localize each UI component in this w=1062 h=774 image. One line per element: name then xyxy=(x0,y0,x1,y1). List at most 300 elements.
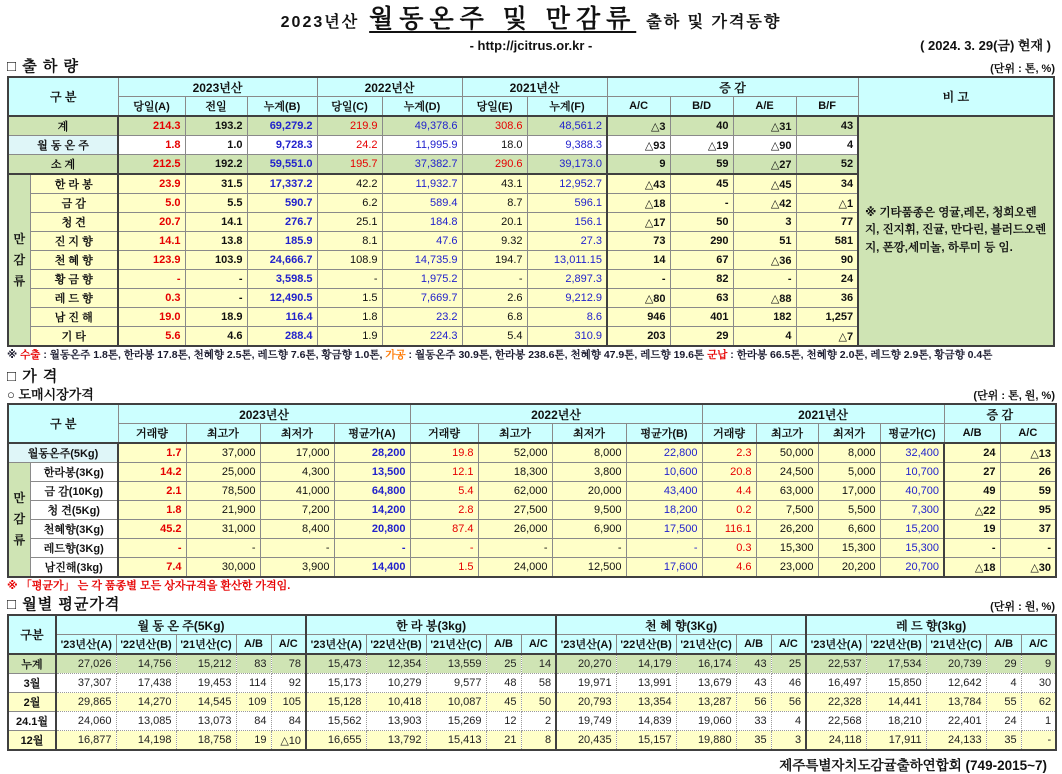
cell: 46 xyxy=(771,674,806,693)
cell: 36 xyxy=(796,289,858,308)
cell: 90 xyxy=(796,251,858,270)
cell: 12.1 xyxy=(410,463,478,482)
column-header: '23년산(A) xyxy=(56,635,116,655)
cell: 123.9 xyxy=(118,251,185,270)
cell: 193.2 xyxy=(185,116,247,136)
cell: 4 xyxy=(733,327,796,347)
cell: 45.2 xyxy=(118,520,186,539)
row-label: 3월 xyxy=(8,674,56,693)
cell: △36 xyxy=(733,251,796,270)
cell: 1.5 xyxy=(317,289,382,308)
cell: 18.9 xyxy=(185,308,247,327)
cell: 14 xyxy=(607,251,670,270)
cell: 7,500 xyxy=(756,501,818,520)
cell: 15,173 xyxy=(306,674,366,693)
table-row xyxy=(8,654,1056,674)
remark-cell: ※ 기타품종은 영귤,레몬, 청희오렌지, 진지휘, 진귤, 만다린, 블러드오렌지, 폰깡,세미놀, 하루미 등 임. xyxy=(858,116,1054,346)
cell: 43 xyxy=(796,116,858,136)
cell: - xyxy=(944,539,1000,558)
cell: 17,911 xyxy=(866,731,926,751)
column-header: B/F xyxy=(796,97,858,117)
cell: 9,728.3 xyxy=(247,136,317,155)
cell: - xyxy=(410,539,478,558)
column-header: 거래량 xyxy=(702,424,756,444)
cell: 9,388.3 xyxy=(527,136,607,155)
cell: 22,401 xyxy=(926,712,986,731)
cell: 1.9 xyxy=(317,327,382,347)
column-header: A/C xyxy=(271,635,306,655)
cell: 589.4 xyxy=(382,194,462,213)
column-group-header: 2021년산 xyxy=(702,404,944,424)
cell: 37,307 xyxy=(56,674,116,693)
cell: 24,060 xyxy=(56,712,116,731)
cell: 29 xyxy=(986,654,1021,674)
cell: 20.7 xyxy=(118,213,185,232)
row-label: 황 금 향 xyxy=(30,270,118,289)
table-row xyxy=(8,482,1056,501)
column-group-header: 천 혜 향(3Kg) xyxy=(556,615,806,635)
cell: 25,000 xyxy=(186,463,260,482)
cell: 14,198 xyxy=(116,731,176,751)
cell: 12,642 xyxy=(926,674,986,693)
cell: 18,210 xyxy=(866,712,926,731)
cell: 19,971 xyxy=(556,674,616,693)
column-header: A/B xyxy=(736,635,771,655)
cell: 42.2 xyxy=(317,174,382,194)
column-group-header: 2023년산 xyxy=(118,77,317,97)
table-row xyxy=(8,116,1054,136)
column-header: 당일(E) xyxy=(462,97,527,117)
cell: 6,600 xyxy=(818,520,880,539)
cell: 34 xyxy=(796,174,858,194)
cell: 18,758 xyxy=(176,731,236,751)
cell: 1,975.2 xyxy=(382,270,462,289)
cell: 59 xyxy=(670,155,733,175)
shipment-table xyxy=(7,76,1055,347)
monthly-unit-label: (단위 : 원, %) xyxy=(990,601,1055,613)
cell: 19 xyxy=(236,731,271,751)
cell: 11,995.9 xyxy=(382,136,462,155)
cell: 596.1 xyxy=(527,194,607,213)
cell: △7 xyxy=(796,327,858,347)
cell: 63,000 xyxy=(756,482,818,501)
row-label: 월 동 온 주 xyxy=(8,136,118,155)
cell: 1.0 xyxy=(185,136,247,155)
cell: 45 xyxy=(670,174,733,194)
row-label: 천혜향(3Kg) xyxy=(30,520,118,539)
cell: 105 xyxy=(271,693,306,712)
cell: 156.1 xyxy=(527,213,607,232)
cell: 9 xyxy=(1021,654,1056,674)
column-header: A/B xyxy=(944,424,1000,444)
cell: △43 xyxy=(607,174,670,194)
shipment-note-segment: : 한라봉 66.5톤, 천혜향 2.0톤, 레드향 2.9톤, 황금향 0.4톤 xyxy=(727,349,993,361)
cell: 26,200 xyxy=(756,520,818,539)
cell: 40,700 xyxy=(880,482,944,501)
price-unit-label: (단위 : 톤, 원, %) xyxy=(973,390,1055,402)
cell: 15,562 xyxy=(306,712,366,731)
cell: 185.9 xyxy=(247,232,317,251)
cell: 224.3 xyxy=(382,327,462,347)
group-label-mangamryu: 만 감 류 xyxy=(8,174,30,346)
column-header: 최고가 xyxy=(478,424,552,444)
cell: 5,000 xyxy=(818,463,880,482)
cell: 18,200 xyxy=(626,501,702,520)
cell: △88 xyxy=(733,289,796,308)
cell: 8,000 xyxy=(552,443,626,463)
cell: 10,600 xyxy=(626,463,702,482)
table-row xyxy=(8,424,1056,444)
cell: 49 xyxy=(944,482,1000,501)
shipment-note-segment: 군납 xyxy=(707,349,728,361)
cell: 2.6 xyxy=(462,289,527,308)
cell: 43.1 xyxy=(462,174,527,194)
cell: 15,200 xyxy=(880,520,944,539)
cell: 27,026 xyxy=(56,654,116,674)
cell: 0.3 xyxy=(702,539,756,558)
cell: 14.1 xyxy=(118,232,185,251)
cell: △1 xyxy=(796,194,858,213)
cell: 26 xyxy=(1000,463,1056,482)
cell: - xyxy=(607,270,670,289)
section-title-shipment: □ 출 하 량 xyxy=(7,58,80,75)
cell: 35 xyxy=(986,731,1021,751)
cell: 182 xyxy=(733,308,796,327)
cell: - xyxy=(260,539,334,558)
cell: 116.4 xyxy=(247,308,317,327)
cell: △45 xyxy=(733,174,796,194)
cell: 8,000 xyxy=(818,443,880,463)
cell: 590.7 xyxy=(247,194,317,213)
cell: 0.2 xyxy=(702,501,756,520)
cell: 14,545 xyxy=(176,693,236,712)
column-header: 누계(F) xyxy=(527,97,607,117)
column-group-header: 2022년산 xyxy=(317,77,462,97)
cell: 87.4 xyxy=(410,520,478,539)
row-label: 2월 xyxy=(8,693,56,712)
cell: 20,000 xyxy=(552,482,626,501)
cell: 20,800 xyxy=(334,520,410,539)
cell: 212.5 xyxy=(118,155,185,175)
cell: 9,212.9 xyxy=(527,289,607,308)
cell: 4 xyxy=(796,136,858,155)
cell: 24,666.7 xyxy=(247,251,317,270)
cell: △10 xyxy=(271,731,306,751)
column-header: '22년산(B) xyxy=(116,635,176,655)
row-label: 청 견 xyxy=(30,213,118,232)
cell: 7,200 xyxy=(260,501,334,520)
cell: 12,952.7 xyxy=(527,174,607,194)
column-header: A/C xyxy=(771,635,806,655)
cell: 26,000 xyxy=(478,520,552,539)
cell: 1.5 xyxy=(410,558,478,578)
cell: △3 xyxy=(607,116,670,136)
cell: 17,600 xyxy=(626,558,702,578)
cell: 14,756 xyxy=(116,654,176,674)
cell: 13,784 xyxy=(926,693,986,712)
cell: - xyxy=(478,539,552,558)
cell: 50 xyxy=(521,693,556,712)
cell: 2,897.3 xyxy=(527,270,607,289)
cell: 7,300 xyxy=(880,501,944,520)
cell: 29,865 xyxy=(56,693,116,712)
cell: 17,534 xyxy=(866,654,926,674)
cell: 24,118 xyxy=(806,731,866,751)
cell: 15,128 xyxy=(306,693,366,712)
cell: 15,269 xyxy=(426,712,486,731)
cell: 84 xyxy=(236,712,271,731)
cell: 5.6 xyxy=(118,327,185,347)
column-group-header: 2023년산 xyxy=(118,404,410,424)
table-row xyxy=(8,501,1056,520)
cell: 290 xyxy=(670,232,733,251)
column-header-remark: 비 고 xyxy=(858,77,1054,116)
cell: 78,500 xyxy=(186,482,260,501)
cell: 45 xyxy=(486,693,521,712)
cell: 52 xyxy=(796,155,858,175)
row-label: 24.1월 xyxy=(8,712,56,731)
column-group-header: 2022년산 xyxy=(410,404,702,424)
cell: △90 xyxy=(733,136,796,155)
cell: 23,000 xyxy=(756,558,818,578)
table-row xyxy=(8,731,1056,751)
column-header-gubun: 구분 xyxy=(8,615,56,654)
cell: 8 xyxy=(521,731,556,751)
cell: 12,490.5 xyxy=(247,289,317,308)
row-label: 레드향(3Kg) xyxy=(30,539,118,558)
cell: 13,792 xyxy=(366,731,426,751)
cell: 6.2 xyxy=(317,194,382,213)
cell: 95 xyxy=(1000,501,1056,520)
cell: 25 xyxy=(486,654,521,674)
row-label: 금 감 xyxy=(30,194,118,213)
cell: 33 xyxy=(736,712,771,731)
cell: 82 xyxy=(670,270,733,289)
column-header: 최고가 xyxy=(756,424,818,444)
cell: 20,200 xyxy=(818,558,880,578)
cell: 4 xyxy=(771,712,806,731)
monthly-avg-price-table xyxy=(7,614,1057,751)
cell: 62 xyxy=(1021,693,1056,712)
column-header: 평균가(A) xyxy=(334,424,410,444)
cell: 17,438 xyxy=(116,674,176,693)
cell: 24,000 xyxy=(478,558,552,578)
cell: 2 xyxy=(521,712,556,731)
cell: △19 xyxy=(670,136,733,155)
table-row xyxy=(8,77,1054,97)
cell: 30 xyxy=(1021,674,1056,693)
cell: 55 xyxy=(986,693,1021,712)
table-row xyxy=(8,443,1056,463)
column-group-header: 한 라 봉(3kg) xyxy=(306,615,556,635)
shipment-note-segment: : 월동온주 1.8톤, 한라봉 17.8톤, 천혜향 2.5톤, 레드향 7.6톤, 황금향 1.0톤, xyxy=(40,349,386,361)
cell: 8.1 xyxy=(317,232,382,251)
table-row xyxy=(8,615,1056,635)
cell: 13.8 xyxy=(185,232,247,251)
cell: 16,497 xyxy=(806,674,866,693)
site-url[interactable]: - http://jcitrus.or.kr - xyxy=(469,38,593,53)
column-group-header: 2021년산 xyxy=(462,77,607,97)
cell: △42 xyxy=(733,194,796,213)
cell: 116.1 xyxy=(702,520,756,539)
cell: 10,700 xyxy=(880,463,944,482)
cell: 64,800 xyxy=(334,482,410,501)
cell: 13,500 xyxy=(334,463,410,482)
column-header: A/B xyxy=(236,635,271,655)
cell: 19 xyxy=(944,520,1000,539)
column-header: 평균가(C) xyxy=(880,424,944,444)
cell: 2.1 xyxy=(118,482,186,501)
cell: 5.4 xyxy=(462,327,527,347)
cell: 21,900 xyxy=(186,501,260,520)
cell: 5,500 xyxy=(818,501,880,520)
column-header: '21년산(C) xyxy=(426,635,486,655)
cell: 9.32 xyxy=(462,232,527,251)
cell: 16,174 xyxy=(676,654,736,674)
cell: 43,400 xyxy=(626,482,702,501)
cell: 20,700 xyxy=(880,558,944,578)
cell: 39,173.0 xyxy=(527,155,607,175)
column-header: 누계(D) xyxy=(382,97,462,117)
cell: 19,880 xyxy=(676,731,736,751)
column-header: '23년산(A) xyxy=(806,635,866,655)
cell: - xyxy=(626,539,702,558)
cell: 20.8 xyxy=(702,463,756,482)
cell: 23.9 xyxy=(118,174,185,194)
row-label: 레 드 향 xyxy=(30,289,118,308)
row-label: 금 감(10Kg) xyxy=(30,482,118,501)
cell: 103.9 xyxy=(185,251,247,270)
cell: 20.1 xyxy=(462,213,527,232)
cell: 219.9 xyxy=(317,116,382,136)
cell: 12,500 xyxy=(552,558,626,578)
column-header: '23년산(A) xyxy=(306,635,366,655)
table-row xyxy=(8,463,1056,482)
cell: 0.3 xyxy=(118,289,185,308)
cell: 14,400 xyxy=(334,558,410,578)
row-label: 소 계 xyxy=(8,155,118,175)
cell: 3 xyxy=(771,731,806,751)
cell: 114 xyxy=(236,674,271,693)
cell: 10,087 xyxy=(426,693,486,712)
column-header: '21년산(C) xyxy=(176,635,236,655)
table-row xyxy=(8,635,1056,655)
cell: 192.2 xyxy=(185,155,247,175)
cell: 6.8 xyxy=(462,308,527,327)
cell: 58 xyxy=(521,674,556,693)
cell: 84 xyxy=(271,712,306,731)
cell: 20,793 xyxy=(556,693,616,712)
cell: 27,500 xyxy=(478,501,552,520)
shipment-unit-label: (단위 : 톤, %) xyxy=(990,63,1055,75)
column-header: 전일 xyxy=(185,97,247,117)
cell: 195.7 xyxy=(317,155,382,175)
cell: 401 xyxy=(670,308,733,327)
cell: 10,418 xyxy=(366,693,426,712)
cell: - xyxy=(1000,539,1056,558)
cell: 13,991 xyxy=(616,674,676,693)
cell: 3 xyxy=(733,213,796,232)
cell: 288.4 xyxy=(247,327,317,347)
table-row xyxy=(8,520,1056,539)
price-section-head xyxy=(7,383,1055,403)
shipment-note-segment: 수출 xyxy=(20,349,41,361)
row-label: 한 라 봉 xyxy=(30,174,118,194)
cell: 63 xyxy=(670,289,733,308)
cell: - xyxy=(186,539,260,558)
cell: 24 xyxy=(944,443,1000,463)
row-label: 월동온주(5Kg) xyxy=(8,443,118,463)
row-label: 한라봉(3Kg) xyxy=(30,463,118,482)
cell: 17,000 xyxy=(818,482,880,501)
shipment-note-segment: : 월동온주 30.9톤, 한라봉 238.6톤, 천혜향 47.9톤, 레드향 19.6톤 xyxy=(405,349,708,361)
cell: 18,300 xyxy=(478,463,552,482)
cell: 23.2 xyxy=(382,308,462,327)
cell: 8.6 xyxy=(527,308,607,327)
table-row xyxy=(8,558,1056,578)
cell: 15,850 xyxy=(866,674,926,693)
cell: 47.6 xyxy=(382,232,462,251)
group-label-mangamryu: 만 감 류 xyxy=(8,463,30,578)
shipment-note-segment: 가공 xyxy=(385,349,406,361)
title-suffix: 출하 및 가격동향 xyxy=(646,14,782,31)
column-header: 누계(B) xyxy=(247,97,317,117)
cell: 24,500 xyxy=(756,463,818,482)
cell: 12,354 xyxy=(366,654,426,674)
monthly-section-head xyxy=(7,594,1055,614)
cell: 78 xyxy=(271,654,306,674)
column-header: 최저가 xyxy=(818,424,880,444)
cell: 19,749 xyxy=(556,712,616,731)
cell: 31,000 xyxy=(186,520,260,539)
cell: 214.3 xyxy=(118,116,185,136)
column-header: B/D xyxy=(670,97,733,117)
cell: △30 xyxy=(1000,558,1056,578)
cell: 14.2 xyxy=(118,463,186,482)
column-header: A/B xyxy=(486,635,521,655)
column-header: '21년산(C) xyxy=(926,635,986,655)
cell: 194.7 xyxy=(462,251,527,270)
cell: 50 xyxy=(670,213,733,232)
cell: 19,453 xyxy=(176,674,236,693)
cell: - xyxy=(462,270,527,289)
cell: 9 xyxy=(607,155,670,175)
cell: 8.7 xyxy=(462,194,527,213)
cell: 3,900 xyxy=(260,558,334,578)
cell: 8,400 xyxy=(260,520,334,539)
cell: △93 xyxy=(607,136,670,155)
shipment-note-segment: ※ xyxy=(7,349,21,361)
cell: 7.4 xyxy=(118,558,186,578)
column-header: A/C xyxy=(521,635,556,655)
cell: 1 xyxy=(1021,712,1056,731)
cell: 30,000 xyxy=(186,558,260,578)
cell: 15,300 xyxy=(880,539,944,558)
cell: 5.5 xyxy=(185,194,247,213)
cell: - xyxy=(185,270,247,289)
column-header: 당일(A) xyxy=(118,97,185,117)
cell: 13,011.15 xyxy=(527,251,607,270)
cell: 29 xyxy=(670,327,733,347)
row-label: 청 견(5Kg) xyxy=(30,501,118,520)
column-group-header: 월 동 온 주(5Kg) xyxy=(56,615,306,635)
cell: 203 xyxy=(607,327,670,347)
cell: 48,561.2 xyxy=(527,116,607,136)
cell: 83 xyxy=(236,654,271,674)
cell: △22 xyxy=(944,501,1000,520)
column-header-gubun: 구 분 xyxy=(8,404,118,443)
cell: 32,400 xyxy=(880,443,944,463)
